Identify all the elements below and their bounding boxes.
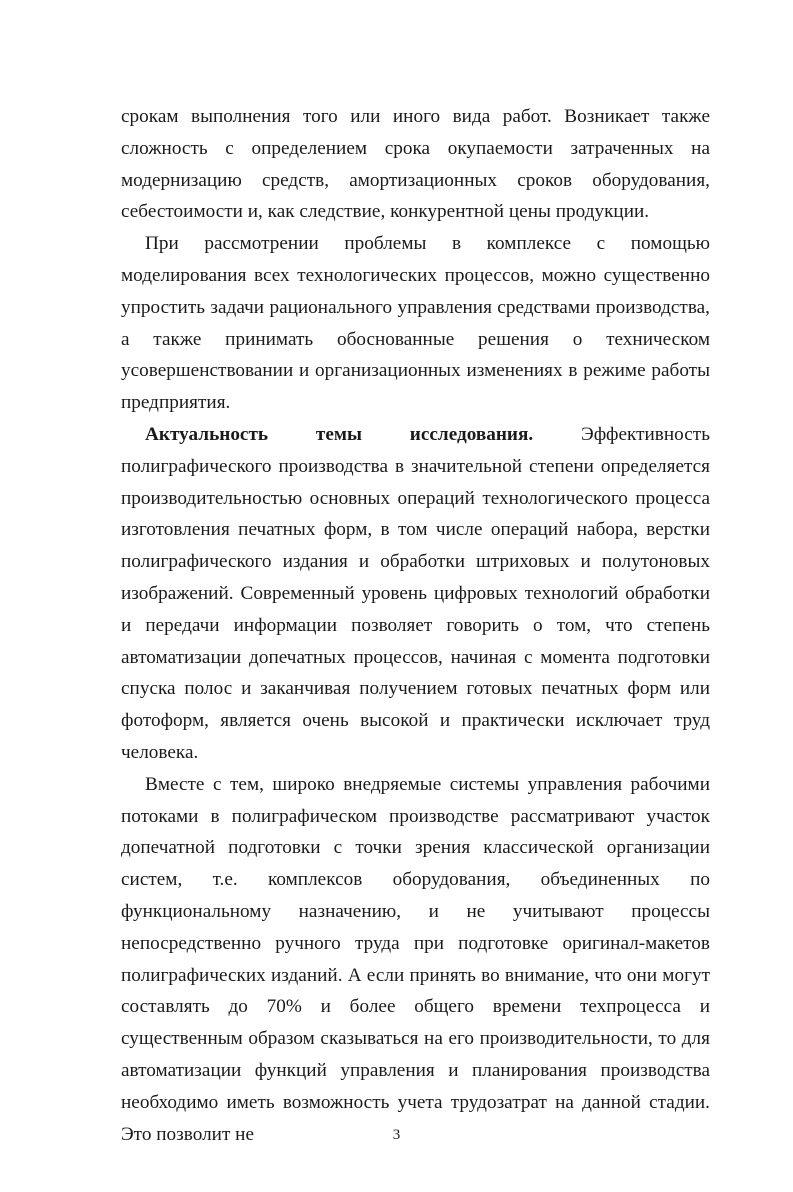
paragraph-2: При рассмотрении проблемы в комплексе с помощью моделирования всех технологических процессов, можно существенно упростить задачи рационального управления средствами производства, а также принимать обоснованные решения о техническом усовершенствовании и организационных изменениях в режиме работы предприятия. (121, 233, 710, 414)
paragraph-3 (121, 419, 710, 769)
body-text (121, 101, 710, 1150)
paragraph-3-text: Эффективность полиграфического производства в значительной степени определяется производительностью основных операций технологического процесса изготовления печатных форм, в том числе операций набора, верстки полиграфического издания и обработки штриховых и полутоновых изображений. Современный уровень цифровых технологий обработки и передачи информации позволяет говорить о том, что степень автоматизации допечатных процессов, начиная с момента подготовки спуска полос и заканчивая получением готовых печатных форм или фотоформ, является очень высокой и практически исключает труд человека. (121, 423, 710, 763)
paragraph-4: Вместе с тем, широко внедряемые системы управления рабочими потоками в полиграфическом производстве рассматривают участок допечатной подготовки с точки зрения классической организации систем, т.е. комплексов оборудования, объединенных по функциональному назначению, и не учитывают процессы непосредственно ручного труда при подготовке оригинал-макетов полиграфических изданий. А если принять во внимание, что они могут составлять до 70% и более общего времени техпроцесса и существенным образом сказываться на его производительности, то для автоматизации функций управления и планирования производства необходимо иметь возможность учета трудозатрат на данной стадии. Это позволит не (121, 773, 710, 1145)
section-heading-relevance: Актуальность темы исследования. (145, 423, 534, 445)
page-number: 3 (392, 1127, 401, 1143)
paragraph-1: срокам выполнения того или иного вида работ. Возникает также сложность с определением срока окупаемости затраченных на модернизацию средств, амортизационных сроков оборудования, себестоимости и, как следствие, конкурентной цены продукции. (121, 106, 710, 223)
